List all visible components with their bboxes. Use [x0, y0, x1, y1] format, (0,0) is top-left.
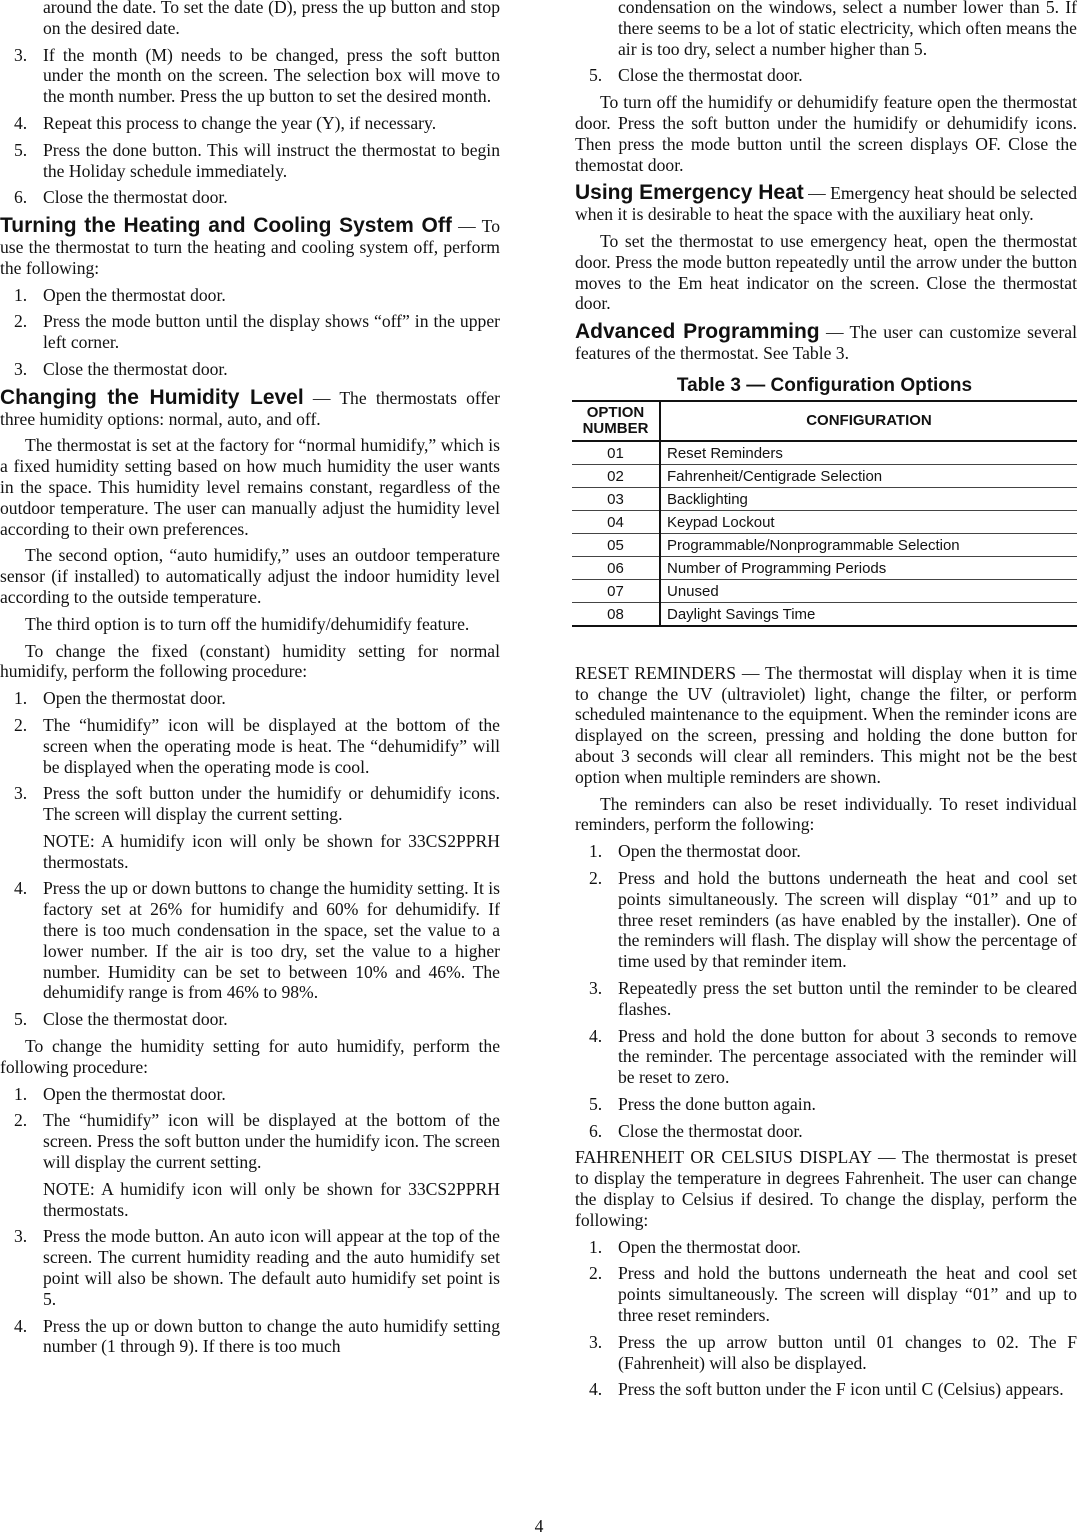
- table-cell: Daylight Savings Time: [667, 605, 816, 623]
- list-number: 4.: [589, 1379, 603, 1400]
- paragraph: around the date. To set the date (D), press the up button and stop on the desired date.: [43, 0, 500, 38]
- paragraph: The thermostat is set at the factory for “normal humidify,” which is a fixed humidity setting based on how much humidity the user wants in the space. This humidity level remains constant, regardless of the outdoor temperature. The user can manually adjust the humidity level according to their own preferences.: [0, 435, 500, 539]
- table-cell: Reset Reminders: [660, 441, 1077, 465]
- table-cell: Keypad Lockout: [660, 510, 1077, 533]
- list-text: Open the thermostat door.: [43, 688, 226, 709]
- list-number: 5.: [14, 139, 28, 160]
- paragraph: RESET REMINDERS — The thermostat will display when it is time to change the UV (ultraviolet) light, change the filter, or perform scheduled maintenance to the equipment. When the reminder icons are displayed on the screen, pressing and holding the done button for about 3 seconds will clear all reminders. This might not be the best option when multiple reminders are shown.: [575, 662, 1077, 787]
- list-number: 3.: [589, 1331, 603, 1352]
- list-number: 3.: [14, 358, 28, 379]
- list-number: 3.: [589, 977, 603, 998]
- list-number: 1.: [14, 284, 28, 305]
- section-intro-text: — Emergency heat should be selected when it is desirable to heat the space with the auxiliary heat only.: [575, 183, 1078, 225]
- table-cell: 08: [572, 602, 660, 626]
- list-item: [589, 1025, 1077, 1088]
- page-number: 4: [534, 1516, 544, 1536]
- list-item: [14, 688, 500, 709]
- list-number: 5.: [589, 1093, 603, 1114]
- list-number: 1.: [14, 1083, 28, 1104]
- list-text: Open the thermostat door.: [618, 841, 801, 862]
- list-number: 2.: [14, 1110, 28, 1131]
- list-text: Repeat this process to change the year (Y), if necessary.: [43, 112, 437, 133]
- table-cell: 04: [572, 510, 660, 533]
- list-number: 4.: [14, 112, 28, 133]
- list-item: [14, 878, 500, 1003]
- list-text: Open the thermostat door.: [43, 1083, 226, 1104]
- list-item: [589, 1120, 1077, 1142]
- list-item: [14, 1009, 500, 1030]
- paragraph: To set the thermostat to use emergency heat, open the thermostat door. Press the mode button repeatedly until the arrow under the button moves to the Em heat indicator on the screen. Close the thermostat door.: [575, 230, 1077, 314]
- list-number: 5.: [589, 65, 603, 86]
- list-number: 2.: [589, 1263, 603, 1284]
- list-text: Close the thermostat door.: [618, 65, 803, 86]
- list-number: 4.: [14, 878, 28, 899]
- list-text: Open the thermostat door.: [618, 1236, 801, 1257]
- table-row: [572, 579, 1077, 602]
- table-caption: Table 3 — Configuration Options: [676, 374, 973, 396]
- table-cell: Unused: [660, 579, 1077, 602]
- list-number: 1.: [14, 688, 28, 709]
- paragraph: To turn off the humidify or dehumidify feature open the thermostat door. Press the soft button under the humidify or dehumidify icons. Then press the mode button until the screen displays OF. Close the themostat door.: [575, 92, 1077, 175]
- column-header: CONFIGURATION: [660, 401, 1077, 441]
- list-number: 2.: [14, 311, 28, 332]
- section-heading-paragraph: [0, 385, 500, 430]
- section-heading: Using Emergency Heat: [575, 181, 804, 205]
- list-text: Press the up or down buttons to change the humidity setting. It is factory set at 26% for humidify and 60% for dehumidify. If there is too much condensation in the space, set the value to a lower number. If the air is too dry, set the value to a higher number. Humidity can be set to between 10% and 46%. The dehumidify range is from 46% to 98%.: [43, 878, 500, 1003]
- table-cell: 06: [572, 556, 660, 579]
- table-cell: 02: [572, 464, 660, 487]
- table-cell: 07: [572, 579, 660, 602]
- list-item: [589, 65, 1077, 86]
- list-item: [14, 1083, 500, 1105]
- note: NOTE: A humidify icon will only be shown for 33CS2PPRH thermostats.: [43, 1178, 500, 1220]
- table-row: [572, 510, 1077, 533]
- list-item: [589, 977, 1077, 1020]
- column-header: OPTION NUMBER: [572, 401, 660, 441]
- table-row: [572, 556, 1077, 579]
- list-text: Open the thermostat door.: [43, 284, 226, 305]
- table-header-row: [572, 401, 1077, 441]
- list-number: 3.: [14, 783, 28, 804]
- list-text: Press the up arrow button until 01 changes to 02. The F (Fahrenheit) will also be displayed.: [618, 1331, 1077, 1373]
- list-item: [589, 1093, 1077, 1115]
- table-row: [572, 487, 1077, 510]
- list-item: [14, 139, 500, 182]
- config-options-table: [572, 374, 1077, 627]
- paragraph: To change the fixed (constant) humidity setting for normal humidify, perform the following procedure:: [0, 640, 500, 682]
- section-heading-paragraph: [575, 322, 1077, 364]
- list-text: Close the thermostat door.: [43, 358, 228, 379]
- table-cell: Backlighting: [660, 487, 1077, 510]
- list-item: [14, 112, 500, 134]
- note: NOTE: A humidify icon will only be shown for 33CS2PPRH thermostats.: [43, 830, 500, 872]
- list-number: 3.: [14, 44, 28, 65]
- section-heading-paragraph: [575, 183, 1077, 225]
- list-text: Close the thermostat door.: [618, 1120, 803, 1141]
- right-column: [575, 0, 1077, 1406]
- paragraph: The reminders can also be reset individually. To reset individual reminders, perform the following:: [575, 793, 1077, 835]
- list-text: Press the mode button. An auto icon will appear at the top of the screen. The current humidity reading and the auto humidify set point will also be shown. The default auto humidify set point is 5.: [43, 1226, 500, 1309]
- list-item: [14, 1110, 500, 1173]
- section-heading: Changing the Humidity Level: [0, 385, 304, 409]
- list-text: Press the up or down button to change the auto humidify setting number (1 through 9). If there is too much: [43, 1315, 500, 1357]
- list-item: [14, 284, 500, 306]
- list-item: [14, 358, 500, 380]
- list-text: Press the soft button under the F icon until C (Celsius) appears.: [618, 1379, 1064, 1400]
- list-number: 4.: [14, 1315, 28, 1336]
- list-text: Press the done button. This will instruct the thermostat to begin the Holiday schedule immediately.: [43, 139, 500, 181]
- table-row: [572, 602, 1077, 626]
- section-heading-paragraph: [0, 216, 500, 278]
- list-item: [589, 1331, 1077, 1374]
- list-number: 6.: [14, 187, 28, 208]
- list-number: 6.: [589, 1120, 603, 1141]
- table-cell: Number of Programming Periods: [660, 556, 1077, 579]
- list-text: The “humidify” icon will be displayed at the bottom of the screen when the operating mode is heat. The “dehumidify” will be displayed when the operating mode is cool.: [43, 714, 500, 777]
- list-text: Press the mode button until the display shows “off” in the upper left corner.: [43, 311, 500, 353]
- table-cell: 03: [572, 487, 660, 510]
- left-column: [0, 0, 500, 1363]
- list-text: Press and hold the buttons underneath the heat and cool set points simultaneously. The screen will display “01” and up to three reset reminders (as have enabled by the installer). One of the reminders will flash. The display will show the percentage of time used by that reminder item.: [618, 867, 1077, 972]
- list-item: [589, 1379, 1077, 1400]
- list-item: [589, 841, 1077, 862]
- list-item: [14, 1226, 500, 1309]
- section-intro-text: — The thermostats offer three humidity options: normal, auto, and off.: [0, 387, 500, 429]
- list-item: [589, 867, 1077, 972]
- list-number: 4.: [589, 1025, 603, 1046]
- paragraph: To change the humidity setting for auto humidify, perform the following procedure:: [0, 1036, 500, 1077]
- table-cell: 01: [572, 441, 660, 465]
- paragraph: The second option, “auto humidify,” uses an outdoor temperature sensor (if installed) to automatically adjust the indoor humidity level according to the outside temperature.: [0, 545, 500, 607]
- paragraph: condensation on the windows, select a number lower than 5. If there seems to be a lot of static electricity, which often means the air is too dry, select a number higher than 5.: [618, 0, 1077, 59]
- table-row: [572, 441, 1077, 465]
- table: [572, 400, 1077, 627]
- table-row: [572, 464, 1077, 487]
- list-text: Close the thermostat door.: [43, 1009, 228, 1030]
- list-text: Press and hold the done button for about 3 seconds to remove the reminder. The percentage associated with the reminder will be reset to zero.: [618, 1025, 1077, 1088]
- table-cell: Fahrenheit/Centigrade Selection: [660, 464, 1077, 487]
- table-cell: Programmable/Nonprogrammable Selection: [660, 533, 1077, 556]
- section-intro-text: — To use the thermostat to turn the heating and cooling system off, perform the following:: [0, 216, 500, 278]
- list-item: [14, 1315, 500, 1358]
- list-item: [14, 44, 500, 107]
- list-item: [14, 714, 500, 777]
- list-text: Repeatedly press the set button until the reminder to be cleared flashes.: [618, 977, 1077, 1019]
- section-heading: Advanced Programming: [575, 320, 820, 344]
- list-number: 1.: [589, 1236, 603, 1257]
- list-number: 1.: [589, 841, 603, 862]
- list-text: Close the thermostat door.: [43, 187, 228, 208]
- list-text: If the month (M) needs to be changed, press the soft button under the month on the screen. The selection box will move to the month number. Press the up button to set the desired month.: [43, 44, 500, 107]
- list-number: 2.: [589, 867, 603, 888]
- table-row: [572, 533, 1077, 556]
- list-text: Press the soft button under the humidify or dehumidify icons. The screen will display the current setting.: [43, 783, 500, 825]
- paragraph: The third option is to turn off the humidify/dehumidify feature.: [25, 613, 470, 634]
- list-number: 5.: [14, 1009, 28, 1030]
- list-item: [589, 1263, 1077, 1326]
- list-item: [589, 1236, 1077, 1258]
- paragraph: FAHRENHEIT OR CELSIUS DISPLAY — The thermostat is preset to display the temperature in degrees Fahrenheit. The user can change the display to Celsius if desired. To change the display, perform the following:: [575, 1147, 1077, 1230]
- section-heading: Turning the Heating and Cooling System Off: [0, 214, 452, 238]
- list-text: Press and hold the buttons underneath the heat and cool set points simultaneously. The screen will display “01” and up to three reset reminders.: [618, 1263, 1077, 1326]
- table-cell: 05: [572, 533, 660, 556]
- list-text: Press the done button again.: [618, 1093, 816, 1114]
- list-number: 3.: [14, 1226, 28, 1247]
- list-text: The “humidify” icon will be displayed at the bottom of the screen. Press the soft button under the humidify icon. The screen will display the current setting.: [43, 1110, 500, 1173]
- list-item: [14, 187, 500, 208]
- list-number: 2.: [14, 714, 28, 735]
- section-intro-text: — The user can customize several features of the thermostat. See Table 3.: [575, 322, 1077, 363]
- list-item: [14, 783, 500, 825]
- list-item: [14, 311, 500, 353]
